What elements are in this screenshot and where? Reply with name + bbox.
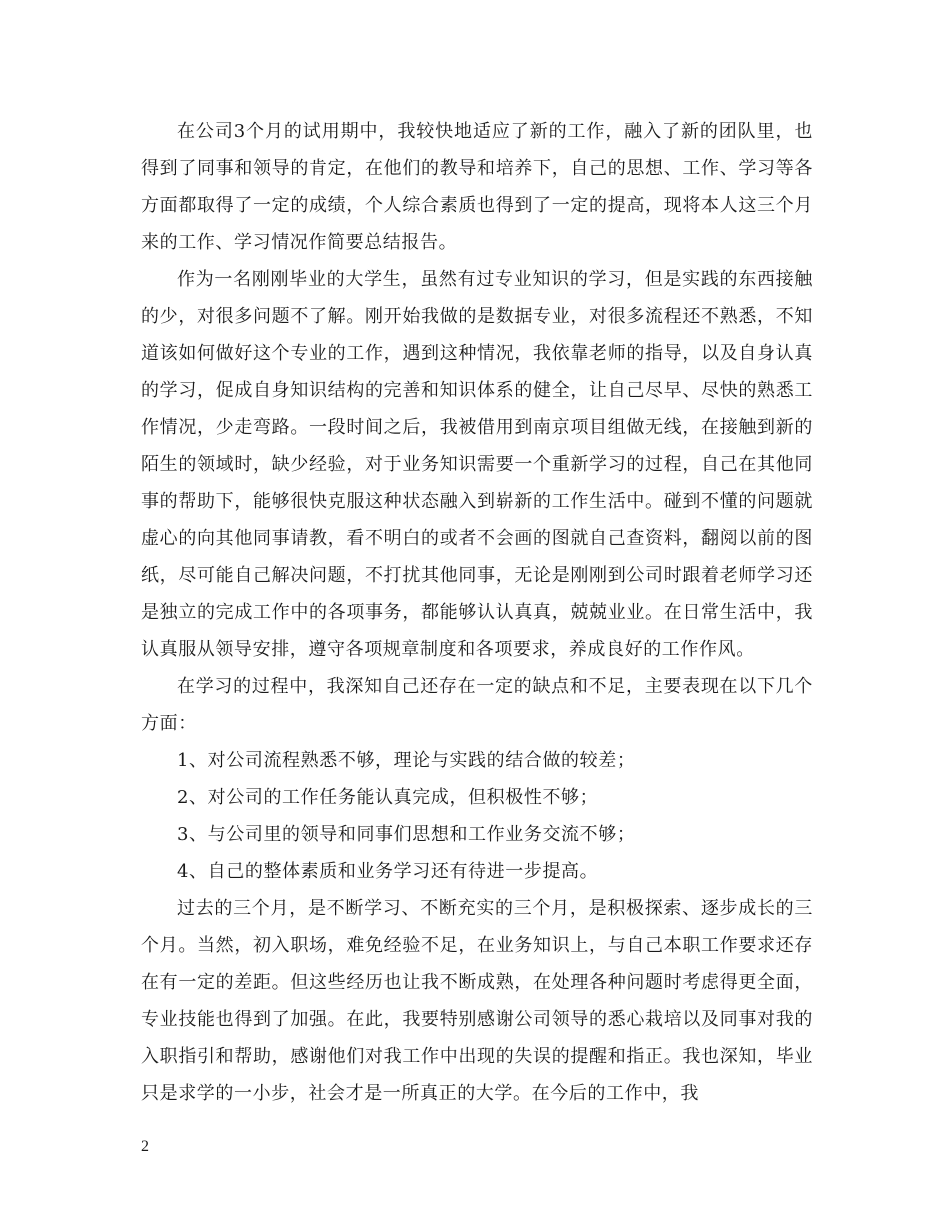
list-item-2: 2、对公司的工作任务能认真完成，但积极性不够；: [177, 787, 599, 808]
list-item-1: 1、对公司流程熟悉不够，理论与实践的结合做的较差；: [177, 750, 636, 771]
paragraph-experience: 作为一名刚刚毕业的大学生，虽然有过专业知识的学习，但是实践的东西接触的少，对很多问题不了解。刚开始我做的是数据专业，对很多流程还不熟悉，不知道该如何做好这个专业的工作，遇到这种情况，我依靠老师的指导，以及自身认真的学习，促成自身知识结构的完善和知识体系的健全，让自己尽早、尽快的熟悉工作情况，少走弯路。一段时间之后，我被借用到南京项目组做无线，在接触到新的陌生的领域时，缺少经验，对于业务知识需要一个重新学习的过程，自己在其他同事的帮助下，能够很快克服这种状态融入到崭新的工作生活中。碰到不懂的问题就虚心的向其他同事请教，看不明白的或者不会画的图就自己查资料，翻阅以前的图纸，尽可能自己解决问题，不打扰其他同事，无论是刚刚到公司时跟着老师学习还是独立的完成工作中的各项事务，都能够认认真真，兢兢业业。在日常生活中，我认真服从领导安排，遵守各项规章制度和各项要求，养成良好的工作作风。: [141, 269, 813, 660]
paragraph-shortcomings-intro: 在学习的过程中，我深知自己还存在一定的缺点和不足，主要表现在以下几个方面：: [141, 676, 813, 734]
page-number: 2: [141, 1138, 149, 1155]
paragraph-conclusion: 过去的三个月，是不断学习、不断充实的三个月，是积极探索、逐步成长的三个月。当然，初入职场，难免经验不足，在业务知识上，与自己本职工作要求还存在有一定的差距。但这些经历也让我不断成熟，在处理各种问题时考虑得更全面，专业技能也得到了加强。在此，我要特别感谢公司领导的悉心栽培以及同事对我的入职指引和帮助，感谢他们对我工作中出现的失误的提醒和指正。我也深知，毕业只是求学的一小步，社会才是一所真正的大学。在今后的工作中，我: [141, 898, 813, 1104]
document-body: [141, 113, 813, 1112]
list-item-4: 4、自己的整体素质和业务学习还有待进一步提高。: [177, 861, 599, 882]
paragraph-intro: 在公司3个月的试用期中，我较快地适应了新的工作，融入了新的团队里，也得到了同事和领导的肯定，在他们的教导和培养下，自己的思想、工作、学习等各方面都取得了一定的成绩，个人综合素质也得到了一定的提高，现将本人这三个月来的工作、学习情况作简要总结报告。: [141, 121, 813, 253]
list-item-3: 3、与公司里的领导和同事们思想和工作业务交流不够；: [177, 824, 636, 845]
